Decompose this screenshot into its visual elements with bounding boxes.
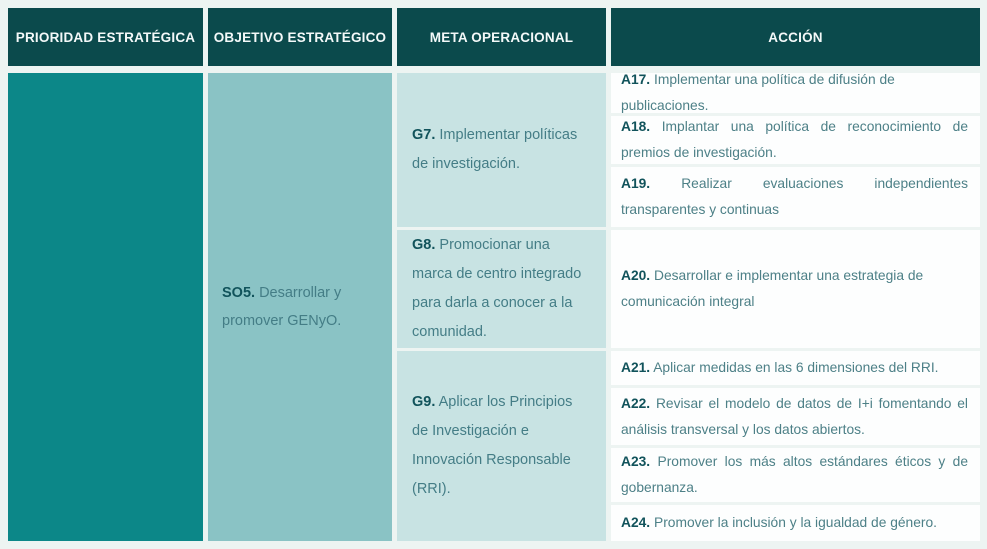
action-label: Promover la inclusión y la igualdad de género. — [654, 515, 938, 530]
header-row — [8, 8, 980, 66]
action-row — [611, 448, 980, 502]
goal-label: Promocionar una marca de centro integrado para darla a conocer a la comunidad. — [412, 237, 582, 340]
action-text — [621, 114, 968, 166]
action-row — [611, 351, 980, 385]
action-code: A20. — [621, 268, 651, 283]
action-row — [611, 73, 980, 113]
action-label: Promover los más altos estándares éticos y de gobernanza. — [621, 454, 969, 495]
action-label: Implantar una política de reconocimiento de premios de investigación. — [621, 119, 968, 160]
action-text — [621, 391, 968, 443]
action-code: A21. — [621, 360, 651, 375]
column-header-label: PRIORIDAD ESTRATÉGICA — [15, 29, 196, 45]
action-text — [621, 263, 968, 315]
action-code: A17. — [621, 72, 651, 87]
goal-code: G7. — [412, 127, 436, 143]
column-header-label: OBJETIVO ESTRATÉGICO — [213, 29, 387, 45]
action-text — [621, 171, 968, 223]
action-label: Desarrollar e implementar una estrategia de comunicación integral — [621, 268, 924, 309]
objective-text — [222, 279, 376, 335]
goal-text — [412, 121, 592, 179]
action-code: A19. — [621, 176, 651, 191]
goal-cell — [397, 73, 606, 227]
column-header-objetivo-estrategico — [208, 8, 392, 66]
action-text — [621, 355, 968, 381]
objective-label: Desarrollar y promover GENyO. — [222, 285, 342, 329]
goal-text — [412, 231, 592, 347]
action-label: Realizar evaluaciones independientes transparentes y continuas — [621, 176, 968, 217]
column-header-meta-operacional — [397, 8, 606, 66]
goal-code: G8. — [412, 237, 436, 253]
column-header-accion — [611, 8, 980, 66]
action-code: A18. — [621, 119, 651, 134]
action-text — [621, 510, 968, 536]
objective-code: SO5. — [222, 285, 256, 301]
action-row — [611, 230, 980, 348]
action-code: A23. — [621, 454, 651, 469]
goal-text — [412, 388, 592, 504]
action-row — [611, 388, 980, 445]
goal-cell — [397, 230, 606, 348]
action-label: Implementar una política de difusión de publicaciones. — [621, 72, 895, 113]
action-text — [621, 67, 968, 119]
objective-cell — [208, 73, 392, 541]
action-code: A22. — [621, 395, 651, 411]
goal-label: Aplicar los Principios de Investigación e Innovación Responsable (RRI). — [412, 394, 573, 497]
column-header-prioridad-estrategica — [8, 8, 203, 66]
action-label: Revisar el modelo de datos de I+i fomentando el análisis transversal y los datos abiertos. — [621, 395, 968, 437]
goal-cell — [397, 351, 606, 541]
action-row — [611, 505, 980, 541]
goal-code: G9. — [412, 394, 436, 410]
action-row — [611, 167, 980, 227]
goal-label: Implementar políticas de investigación. — [412, 127, 578, 172]
action-code: A24. — [621, 515, 651, 530]
action-text — [621, 449, 968, 501]
table-body — [8, 73, 980, 541]
action-label: Aplicar medidas en las 6 dimensiones del RRI. — [653, 360, 939, 375]
column-header-label: ACCIÓN — [768, 29, 823, 45]
action-row — [611, 116, 980, 164]
column-header-label: META OPERACIONAL — [429, 29, 574, 45]
priority-cell — [8, 73, 203, 541]
